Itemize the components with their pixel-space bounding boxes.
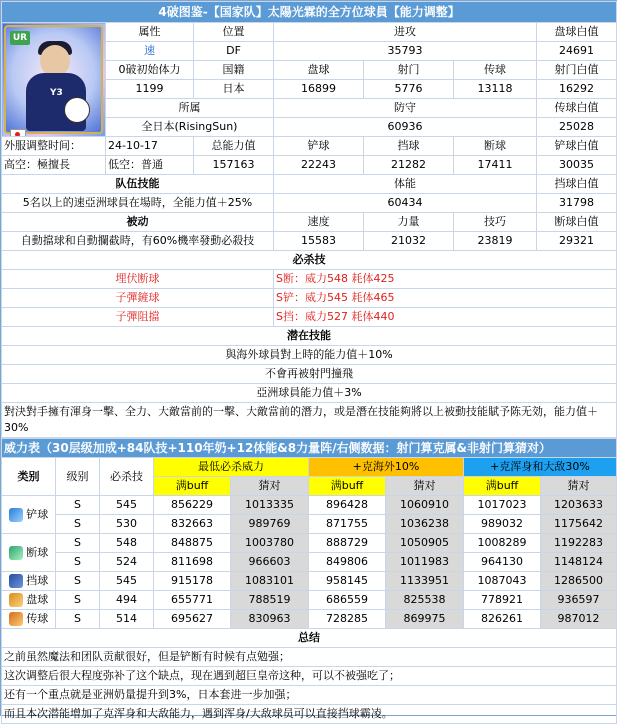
- group-overseas: +克海外10%: [309, 458, 464, 477]
- value-attribute: 速: [106, 42, 194, 61]
- value-initial-stamina: 1199: [106, 80, 194, 99]
- value-cell: 655771: [154, 591, 231, 610]
- label-speed: 速度: [274, 213, 364, 232]
- ball-icon: [64, 97, 90, 123]
- value-stamina: 60434: [274, 194, 537, 213]
- summary-line: 之前虽然魔法和团队贡献很好，但是铲断有时候有点勉强；: [2, 648, 617, 667]
- skills-header: 必杀技: [2, 251, 617, 270]
- value-cell: 1192283: [541, 534, 617, 553]
- summary-line: 这次调整后很大程度弥补了这个缺点，现在遇到超巨皇帝这种，可以不被强吃了；: [2, 667, 617, 686]
- label-pass: 传球: [454, 61, 537, 80]
- power-table: [1, 438, 617, 724]
- sub-guess: 猜对: [541, 477, 617, 496]
- value-low-ball: 低空：普通: [106, 156, 194, 175]
- level-cell: S: [56, 496, 100, 515]
- value-cell: 964130: [464, 553, 541, 572]
- label-shoot-base: 射门白值: [537, 61, 617, 80]
- label-server-update: 外服调整时间：: [2, 137, 106, 156]
- sub-full-buff: 满buff: [154, 477, 231, 496]
- skill-detail: S挡：威力527 耗体440: [274, 308, 617, 327]
- value-cell: 788519: [231, 591, 309, 610]
- level-cell: S: [56, 572, 100, 591]
- potential-item: 與海外球員對上時的能力值＋10%: [2, 346, 617, 365]
- value-cell: 987012: [541, 610, 617, 629]
- value-cell: 896428: [309, 496, 386, 515]
- sub-guess: 猜对: [386, 477, 464, 496]
- label-dribble: 盘球: [274, 61, 364, 80]
- skill-cell: 494: [100, 591, 154, 610]
- value-cell: 1036238: [386, 515, 464, 534]
- sub-guess: 猜对: [231, 477, 309, 496]
- value-power: 21032: [364, 232, 454, 251]
- potential-item: 對決對手擁有渾身一擊、全力、大敵當前的一擊、大敵當前的潛力，或是潛在技能夠將以上被動技能賦予陈无効，能力值＋30%: [2, 403, 617, 438]
- label-tackle: 铲球: [274, 137, 364, 156]
- skill-cell: 524: [100, 553, 154, 572]
- group-min: 最低必杀威力: [154, 458, 309, 477]
- value-cell: 871755: [309, 515, 386, 534]
- value-cell: 1011983: [386, 553, 464, 572]
- value-pass-base: 25028: [537, 118, 617, 137]
- skill-detail: S铲：威力545 耗体465: [274, 289, 617, 308]
- value-dribble: 16899: [274, 80, 364, 99]
- value-tackle-base: 30035: [537, 156, 617, 175]
- label-defense: 防守: [274, 99, 537, 118]
- rarity-badge: UR: [10, 31, 30, 45]
- col-type: 类别: [2, 458, 56, 496]
- type-cell: [2, 496, 56, 534]
- label-shoot: 射门: [364, 61, 454, 80]
- potential-item: 不會再被射門撞飛: [2, 365, 617, 384]
- label-block: 挡球: [364, 137, 454, 156]
- value-cell: 856229: [154, 496, 231, 515]
- skill-name: 埋伏断球: [2, 270, 274, 289]
- value-cell: 826261: [464, 610, 541, 629]
- skill-detail: S断：威力548 耗体425: [274, 270, 617, 289]
- label-team-skill: 队伍技能: [2, 175, 274, 194]
- jersey-number: Y3: [50, 88, 63, 98]
- level-cell: S: [56, 591, 100, 610]
- skill-name: 子彈鏟球: [2, 289, 274, 308]
- japan-flag-icon: [10, 129, 26, 137]
- value-passive: 自動擋球和自動攔截時，有60%機率發動必殺技: [2, 232, 274, 251]
- value-cell: 778921: [464, 591, 541, 610]
- skill-cell: 514: [100, 610, 154, 629]
- value-speed: 15583: [274, 232, 364, 251]
- value-cell: 1003780: [231, 534, 309, 553]
- level-cell: S: [56, 534, 100, 553]
- value-cell: 936597: [541, 591, 617, 610]
- value-cell: 832663: [154, 515, 231, 534]
- label-intercept-base: 断球白值: [537, 213, 617, 232]
- value-cell: 1050905: [386, 534, 464, 553]
- intercept-icon: [9, 546, 23, 560]
- type-label: 挡球: [26, 574, 49, 587]
- value-cell: 1008289: [464, 534, 541, 553]
- type-label: 传球: [26, 612, 49, 625]
- value-total: 157163: [194, 156, 274, 175]
- label-stamina: 体能: [274, 175, 537, 194]
- value-team-skill: 5名以上的速亞洲球員在場時，全能力值＋25%: [2, 194, 274, 213]
- label-passive: 被动: [2, 213, 274, 232]
- label-initial-stamina: 0破初始体力: [106, 61, 194, 80]
- value-cell: 1013335: [231, 496, 309, 515]
- value-cell: 1133951: [386, 572, 464, 591]
- value-block: 21282: [364, 156, 454, 175]
- value-cell: 1203633: [541, 496, 617, 515]
- type-cell: [2, 610, 56, 629]
- value-block-base: 31798: [537, 194, 617, 213]
- label-attribute: 属性: [106, 23, 194, 42]
- label-dribble-base: 盘球白值: [537, 23, 617, 42]
- value-cell: 989769: [231, 515, 309, 534]
- value-cell: 966603: [231, 553, 309, 572]
- sub-full-buff: 满buff: [464, 477, 541, 496]
- value-cell: 686559: [309, 591, 386, 610]
- level-cell: S: [56, 515, 100, 534]
- value-cell: 869975: [386, 610, 464, 629]
- skill-cell: 545: [100, 572, 154, 591]
- value-position: DF: [194, 42, 274, 61]
- value-cell: 915178: [154, 572, 231, 591]
- label-position: 位置: [194, 23, 274, 42]
- value-cell: 1017023: [464, 496, 541, 515]
- power-table-title: 威力表（30层级加成+84队技+110年奶+12体能&8力量阵/右侧数据：射门算克属&非射门算猜对）: [2, 439, 617, 458]
- value-dribble-base: 24691: [537, 42, 617, 61]
- player-card: [2, 23, 106, 137]
- type-cell: [2, 591, 56, 610]
- value-cell: 811698: [154, 553, 231, 572]
- type-label: 断球: [26, 545, 49, 559]
- value-shoot: 5776: [364, 80, 454, 99]
- block-icon: [9, 574, 23, 588]
- value-intercept-base: 29321: [537, 232, 617, 251]
- level-cell: S: [56, 553, 100, 572]
- summary-line: 还有一个重点就是亚洲奶量提升到3%，日本套进一步加强；: [2, 686, 617, 705]
- value-cell: 1087043: [464, 572, 541, 591]
- value-cell: 958145: [309, 572, 386, 591]
- type-label: 铲球: [26, 507, 49, 521]
- value-cell: 1286500: [541, 572, 617, 591]
- sub-full-buff: 满buff: [309, 477, 386, 496]
- value-server-update: 24-10-17: [106, 137, 194, 156]
- label-power: 力量: [364, 213, 454, 232]
- label-pass-base: 传球白值: [537, 99, 617, 118]
- pass-icon: [9, 612, 23, 626]
- info-table: [1, 1, 617, 438]
- label-intercept: 断球: [454, 137, 537, 156]
- value-tackle: 22243: [274, 156, 364, 175]
- value-pass: 13118: [454, 80, 537, 99]
- value-cell: 830963: [231, 610, 309, 629]
- label-attack: 进攻: [274, 23, 537, 42]
- page-title: 4破图鉴-【国家队】太陽光霖的全方位球員【能力调整】: [2, 2, 617, 23]
- value-high-ball: 高空：極擅長: [2, 156, 106, 175]
- group-full-power: +克浑身和大敌30%: [464, 458, 617, 477]
- summary-header: 总结: [2, 629, 617, 648]
- value-shoot-base: 16292: [537, 80, 617, 99]
- label-block-base: 挡球白值: [537, 175, 617, 194]
- type-label: 盘球: [26, 593, 49, 606]
- potential-item: 亞洲球員能力值＋3%: [2, 384, 617, 403]
- value-cell: 825538: [386, 591, 464, 610]
- label-team: 所属: [106, 99, 274, 118]
- value-nationality: 日本: [194, 80, 274, 99]
- type-cell: [2, 534, 56, 572]
- label-technique: 技巧: [454, 213, 537, 232]
- value-intercept: 17411: [454, 156, 537, 175]
- value-cell: 989032: [464, 515, 541, 534]
- value-cell: 1083101: [231, 572, 309, 591]
- potential-header: 潜在技能: [2, 327, 617, 346]
- value-cell: 1175642: [541, 515, 617, 534]
- value-cell: 1148124: [541, 553, 617, 572]
- value-attack: 35793: [274, 42, 537, 61]
- value-technique: 23819: [454, 232, 537, 251]
- summary-line: 而且本次潜能增加了克浑身和大敌能力，遇到浑身/大敌球员可以直接挡球霸凌。: [2, 705, 617, 724]
- label-total: 总能力值: [194, 137, 274, 156]
- value-cell: 1060910: [386, 496, 464, 515]
- col-skill: 必杀技: [100, 458, 154, 496]
- level-cell: S: [56, 610, 100, 629]
- value-cell: 695627: [154, 610, 231, 629]
- value-cell: 849806: [309, 553, 386, 572]
- value-cell: 848875: [154, 534, 231, 553]
- skill-cell: 545: [100, 496, 154, 515]
- dribble-icon: [9, 593, 23, 607]
- label-nationality: 国籍: [194, 61, 274, 80]
- value-team: 全日本(RisingSun): [106, 118, 274, 137]
- value-defense: 60936: [274, 118, 537, 137]
- skill-name: 子彈阻擋: [2, 308, 274, 327]
- value-cell: 728285: [309, 610, 386, 629]
- skill-cell: 548: [100, 534, 154, 553]
- tackle-icon: [9, 508, 23, 522]
- skill-cell: 530: [100, 515, 154, 534]
- col-level: 级别: [56, 458, 100, 496]
- value-cell: 888729: [309, 534, 386, 553]
- label-tackle-base: 铲球白值: [537, 137, 617, 156]
- type-cell: [2, 572, 56, 591]
